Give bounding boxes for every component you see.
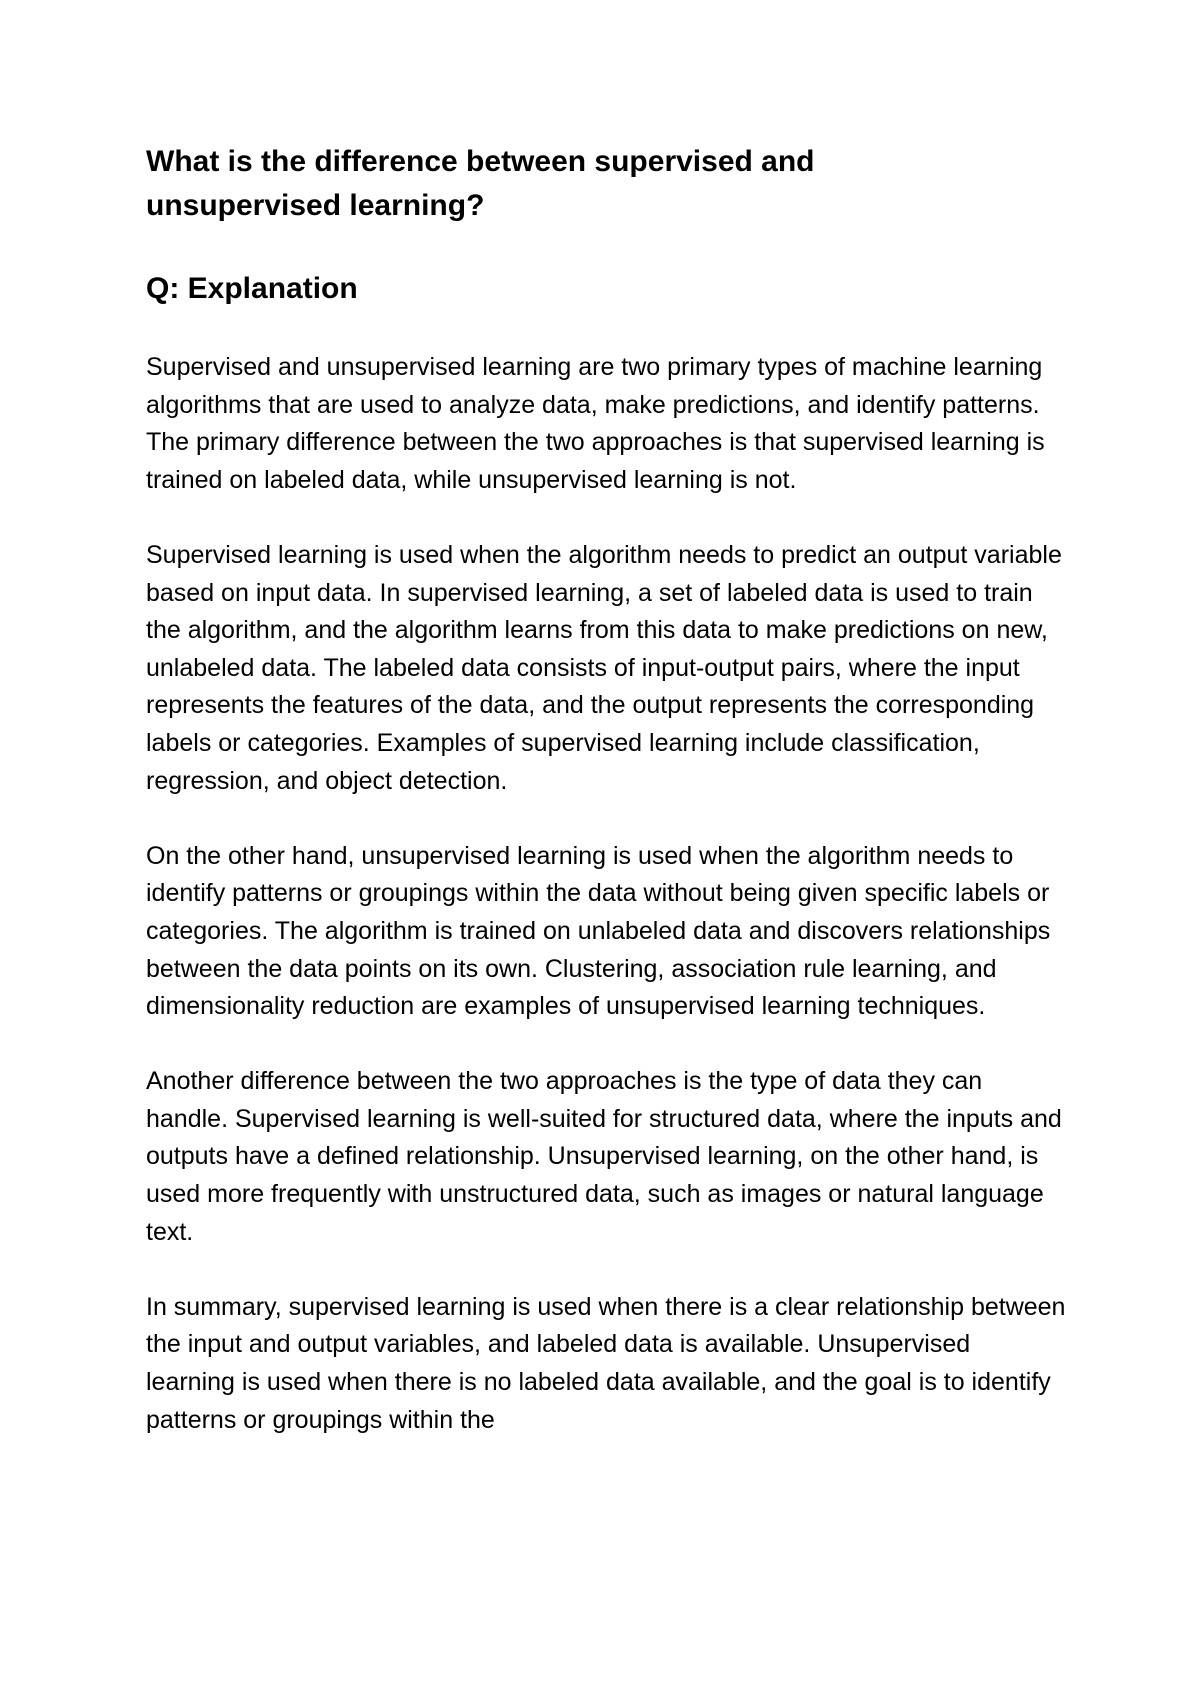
paragraph-data-types: Another difference between the two approaches is the type of data they can handle. Supervised learning is well-suited for structured data, where the inputs and outputs have a defined relationship. Unsupervised learning, on the other hand, is used more frequently with unstructured data, such as images or natural language text. xyxy=(146,1067,1062,1246)
document-body xyxy=(146,140,1066,1439)
paragraph-supervised: Supervised learning is used when the algorithm needs to predict an output variable based on input data. In supervised learning, a set of labeled data is used to train the algorithm, and the algorithm learns from this data to make predictions on new, unlabeled data. The labeled data consists of input-output pairs, where the input represents the features of the data, and the output represents the corresponding labels or categories. Examples of supervised learning include classification, regression, and object detection. xyxy=(146,540,1062,795)
paragraph-unsupervised: On the other hand, unsupervised learning is used when the algorithm needs to identify patterns or groupings within the data without being given specific labels or categories. The algorithm is trained on unlabeled data and discovers relationships between the data points on its own. Clustering, association rule learning, and dimensionality reduction are examples of unsupervised learning techniques. xyxy=(146,841,1051,1021)
paragraph-intro: Supervised and unsupervised learning are two primary types of machine learning algorithms that are used to analyze data, make predictions, and identify patterns. The primary difference between the two approaches is that supervised learning is trained on labeled data, while unsupervised learning is not. xyxy=(146,353,1045,494)
paragraph-summary: In summary, supervised learning is used when there is a clear relationship between the input and output variables, and labeled data is available. Unsupervised learning is used when there is no labeled data available, and the goal is to identify patterns or groupings within the xyxy=(146,1292,1066,1434)
section-heading: Q: Explanation xyxy=(146,272,358,305)
page-title: What is the difference between supervised and unsupervised learning? xyxy=(146,145,815,222)
